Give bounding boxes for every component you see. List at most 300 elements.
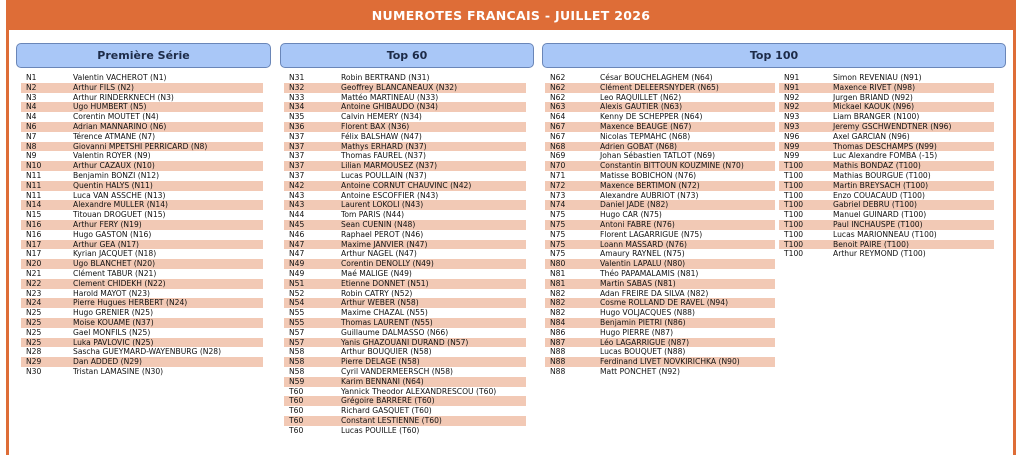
ranking-row [284,367,526,377]
ranking-row [545,259,775,269]
player-name: Laurent LOKOLI (N43) [341,200,424,210]
rank-code: N25 [26,327,42,337]
ranking-row [21,210,263,220]
rank-code: N87 [550,337,566,347]
ranking-row [545,367,775,377]
player-name: Lucas BOUQUET (N88) [600,347,686,357]
ranking-row [779,200,994,210]
rank-code: N80 [550,259,566,269]
rank-code: N23 [26,288,42,298]
rank-code: N17 [26,239,42,249]
rank-code: N93 [784,121,800,131]
ranking-row [284,279,526,289]
player-name: Richard GASQUET (T60) [341,406,432,416]
player-name: Arthur FERY (N19) [73,219,142,229]
rank-code: N91 [784,82,800,92]
ranking-row [545,308,775,318]
rank-code: N14 [26,200,42,210]
player-name: Raphael PEROT (N46) [341,229,424,239]
player-name: Arthur CAZAUX (N10) [73,161,155,171]
rank-code: T100 [784,229,804,239]
ranking-row [284,308,526,318]
player-name: Moise KOUAME (N37) [73,317,154,327]
ranking-row [779,249,994,259]
player-name: Arthur FILS (N2) [73,82,134,92]
ranking-column-top-100-left [545,73,775,377]
ranking-row [21,357,263,367]
ranking-row [21,142,263,152]
player-name: Maxence BERTIMON (N72) [600,180,700,190]
player-name: Benjamin BONZI (N12) [73,170,160,180]
rank-code: N6 [26,121,37,131]
player-name: Ugo BLANCHET (N20) [73,259,156,269]
player-name: Valentin ROYER (N9) [73,151,151,161]
rank-code: N43 [289,200,305,210]
rank-code: N99 [784,141,800,151]
ranking-row [21,171,263,181]
rank-code: T100 [784,210,804,220]
rank-code: N54 [289,298,305,308]
ranking-row [545,210,775,220]
player-name: César BOUCHELAGHEM (N64) [600,73,713,82]
panel-header-top-60: Top 60 [280,43,534,68]
player-name: Corentin DENOLLY (N49) [341,259,434,269]
ranking-row [21,93,263,103]
ranking-row [284,318,526,328]
player-name: Tristan LAMASINE (N30) [73,366,164,376]
ranking-row [284,210,526,220]
player-name: Martin BREYSACH (T100) [833,180,929,190]
ranking-row [284,249,526,259]
rank-code: N15 [26,210,42,220]
rank-code: N25 [26,308,42,318]
rank-code: N8 [26,141,37,151]
rank-code: T100 [784,161,804,171]
player-name: Arthur RINDERKNECH (N3) [73,92,174,102]
ranking-row [545,220,775,230]
rank-code: N57 [289,327,305,337]
rank-code: N37 [289,131,305,141]
player-name: Daniel JADE (N82) [600,200,669,210]
rank-code: N16 [26,219,42,229]
player-name: Valentin VACHEROT (N1) [73,73,167,82]
player-name: Thomas LAURENT (N55) [341,317,433,327]
ranking-row [545,249,775,259]
rank-code: T100 [784,249,804,259]
rank-code: N62 [550,82,566,92]
rank-code: N55 [289,308,305,318]
rank-code: N81 [550,278,566,288]
player-name: Matt PONCHET (N92) [600,366,680,376]
rank-code: N4 [26,112,37,122]
rank-code: N75 [550,210,566,220]
ranking-row [21,328,263,338]
rank-code: N7 [26,131,37,141]
rank-code: N11 [26,170,42,180]
player-name: Hugo GASTON (N16) [73,229,152,239]
ranking-row [284,171,526,181]
ranking-row [21,122,263,132]
player-name: Yannick Theodor ALEXANDRESCOU (T60) [341,386,497,396]
rank-code: N69 [550,151,566,161]
ranking-row [284,328,526,338]
rank-code: N28 [26,347,42,357]
player-name: Benoit PAIRE (T100) [833,239,909,249]
player-name: Pierre DELAGE (N58) [341,357,420,367]
ranking-row [779,132,994,142]
ranking-row [21,259,263,269]
rank-code: N67 [550,131,566,141]
player-name: Alexandre AUBRIOT (N73) [600,190,699,200]
rank-code: N36 [289,121,305,131]
ranking-row [21,318,263,328]
ranking-row [545,347,775,357]
ranking-row [284,93,526,103]
ranking-row [545,191,775,201]
player-name: Giovanni MPETSHI PERRICARD (N8) [73,141,208,151]
ranking-row [545,93,775,103]
ranking-row [779,161,994,171]
rank-code: N10 [26,161,42,171]
player-name: Lucas POULLAIN (N37) [341,170,427,180]
ranking-row [779,142,994,152]
player-name: Valentin LAPALU (N80) [600,259,686,269]
rank-code: N11 [26,190,42,200]
player-name: Axel GARCIAN (N96) [833,131,910,141]
ranking-row [284,142,526,152]
rank-code: N4 [26,102,37,112]
rank-code: N74 [550,200,566,210]
ranking-column-premiere-serie [21,73,263,377]
rank-code: T100 [784,180,804,190]
player-name: Gabriel DEBRU (T100) [833,200,917,210]
ranking-row [21,132,263,142]
rank-code: N49 [289,268,305,278]
player-name: Florent BAX (N36) [341,121,410,131]
ranking-row [21,191,263,201]
ranking-row [21,298,263,308]
player-name: Mathias BOURGUE (T100) [833,170,931,180]
ranking-row [284,240,526,250]
ranking-row [284,200,526,210]
ranking-row [21,102,263,112]
ranking-row [545,181,775,191]
player-name: Antoine GHIBAUDO (N34) [341,102,438,112]
ranking-row [21,73,263,83]
ranking-row [779,83,994,93]
rank-code: N11 [26,180,42,190]
rank-code: N58 [289,347,305,357]
ranking-row [21,279,263,289]
ranking-row [545,269,775,279]
ranking-row [284,289,526,299]
player-name: Ugo HUMBERT (N5) [73,102,147,112]
ranking-row [284,377,526,387]
rank-code: N25 [26,337,42,347]
player-name: Jurgen BRIAND (N92) [833,92,913,102]
ranking-row [545,200,775,210]
rank-code: T100 [784,170,804,180]
ranking-row [284,338,526,348]
rank-code: N91 [784,73,800,82]
ranking-row [545,102,775,112]
player-name: Maxence BEAUGE (N67) [600,121,692,131]
player-name: Hugo VOLJACQUES (N88) [600,308,695,318]
rank-code: N46 [289,229,305,239]
ranking-row [545,122,775,132]
player-name: Ferdinand LIVET NOVKIRICHKA (N90) [600,357,740,367]
ranking-row [284,387,526,397]
player-name: Benjamin PIETRI (N86) [600,317,686,327]
rank-code: N81 [550,268,566,278]
player-name: Leo RAQUILLET (N62) [600,92,682,102]
player-name: Amaury RAYNEL (N75) [600,249,685,259]
rank-code: N67 [550,121,566,131]
rank-code: N32 [289,82,305,92]
player-name: Arthur GEA (N17) [73,239,140,249]
rank-code: N82 [550,298,566,308]
rank-code: N72 [550,180,566,190]
ranking-row [545,279,775,289]
rank-code: T60 [289,396,304,406]
player-name: Alexandre MULLER (N14) [73,200,168,210]
player-name: Cyril VANDERMEERSCH (N58) [341,366,453,376]
ranking-row [21,83,263,93]
player-name: Tom PARIS (N44) [341,210,405,220]
rank-code: N35 [289,112,305,122]
ranking-row [284,357,526,367]
ranking-row [545,132,775,142]
rank-code: N34 [289,102,305,112]
player-name: Thomas FAUREL (N37) [341,151,426,161]
ranking-row [21,220,263,230]
ranking-row [284,426,526,436]
ranking-column-top-100-right [779,73,994,259]
page-title: NUMEROTES FRANCAIS - JUILLET 2026 [6,0,1016,30]
player-name: Adrien GOBAT (N68) [600,141,678,151]
player-name: Alexis GAUTIER (N63) [600,102,683,112]
player-name: Adan FREIRE DA SILVA (N82) [600,288,709,298]
ranking-row [284,181,526,191]
rank-code: N31 [289,73,305,82]
rank-code: N22 [26,278,42,288]
player-name: Clément TABUR (N21) [73,268,157,278]
ranking-row [21,249,263,259]
player-name: Paul INCHAUSPE (T100) [833,219,923,229]
player-name: Antoine CORNUT CHAUVINC (N42) [341,180,472,190]
ranking-row [21,112,263,122]
rank-code: T100 [784,219,804,229]
ranking-row [284,191,526,201]
player-name: Simon REVENIAU (N91) [833,73,922,82]
ranking-row [21,289,263,299]
ranking-row [545,161,775,171]
ranking-row [779,73,994,83]
ranking-row [284,112,526,122]
rank-code: N47 [289,239,305,249]
player-name: Liam BRANGER (N100) [833,112,920,122]
player-name: Martin SABAS (N81) [600,278,676,288]
player-name: Arthur WEBER (N58) [341,298,419,308]
player-name: Loann MASSARD (N76) [600,239,687,249]
player-name: Titouan DROGUET (N15) [73,210,166,220]
ranking-row [284,220,526,230]
rank-code: N84 [550,317,566,327]
ranking-row [21,338,263,348]
player-name: Yanis GHAZOUANI DURAND (N57) [341,337,469,347]
player-name: Florent LAGARRIGUE (N75) [600,229,703,239]
rank-code: N75 [550,219,566,229]
player-name: Gael MONFILS (N25) [73,327,151,337]
panel-header-premiere-serie: Première Série [16,43,271,68]
player-name: Luc Alexandre FOMBA (-15) [833,151,938,161]
ranking-row [779,112,994,122]
rank-code: N20 [26,259,42,269]
player-name: Mathis BONDAZ (T100) [833,161,921,171]
player-name: Clement CHIDEKH (N22) [73,278,166,288]
ranking-row [779,210,994,220]
player-name: Quentin HALYS (N11) [73,180,153,190]
ranking-row [779,240,994,250]
player-name: Geoffrey BLANCANEAUX (N32) [341,82,458,92]
player-name: Maxence RIVET (N98) [833,82,916,92]
ranking-row [545,112,775,122]
player-name: Sean CUENIN (N48) [341,219,416,229]
rank-code: N25 [26,317,42,327]
player-name: Kyrian JACQUET (N18) [73,249,157,259]
rank-code: N82 [550,308,566,318]
player-name: Luca VAN ASSCHE (N13) [73,190,166,200]
rank-code: T100 [784,190,804,200]
player-name: Félix BALSHAW (N47) [341,131,422,141]
player-name: Robin CATRY (N52) [341,288,413,298]
rank-code: N29 [26,357,42,367]
player-name: Guillaume DALMASSO (N66) [341,327,449,337]
ranking-row [545,171,775,181]
ranking-row [21,151,263,161]
rank-code: N99 [784,151,800,161]
ranking-row [545,73,775,83]
ranking-row [545,338,775,348]
ranking-row [779,191,994,201]
rank-code: N57 [289,337,305,347]
ranking-row [284,396,526,406]
player-name: Grégoire BARRERE (T60) [341,396,435,406]
ranking-row [21,367,263,377]
ranking-row [545,240,775,250]
ranking-row [21,269,263,279]
ranking-row [284,347,526,357]
rank-code: N62 [550,92,566,102]
rank-code: N59 [289,376,305,386]
ranking-row [545,230,775,240]
player-name: Manuel GUINARD (T100) [833,210,927,220]
rank-code: N37 [289,151,305,161]
rank-code: N3 [26,92,37,102]
rank-code: N49 [289,259,305,269]
ranking-row [545,298,775,308]
ranking-row [779,220,994,230]
ranking-row [779,93,994,103]
player-name: Nicolas TEPMAHC (N68) [600,131,691,141]
rank-code: N9 [26,151,37,161]
player-name: Hugo GRENIER (N25) [73,308,154,318]
ranking-row [284,269,526,279]
rank-code: N88 [550,357,566,367]
rank-code: T60 [289,415,304,425]
player-name: Hugo CAR (N75) [600,210,662,220]
rank-code: N37 [289,161,305,171]
player-name: Adrian MANNARINO (N6) [73,121,167,131]
ranking-row [545,142,775,152]
player-name: Maxime JANVIER (N47) [341,239,428,249]
ranking-row [779,151,994,161]
rank-code: N73 [550,190,566,200]
rank-code: N88 [550,347,566,357]
player-name: Arthur BOUQUIER (N58) [341,347,432,357]
rank-code: N42 [289,180,305,190]
rank-code: N43 [289,190,305,200]
rank-code: N17 [26,249,42,259]
ranking-row [779,102,994,112]
ranking-row [545,318,775,328]
ranking-row [284,151,526,161]
ranking-row [284,122,526,132]
rank-code: N62 [550,73,566,82]
rank-code: N75 [550,239,566,249]
ranking-row [284,406,526,416]
player-name: Mickael KAOUK (N96) [833,102,915,112]
rank-code: N16 [26,229,42,239]
rank-code: N30 [26,366,42,376]
player-name: Hugo PIERRE (N87) [600,327,674,337]
player-name: Sascha GUEYMARD-WAYENBURG (N28) [73,347,222,357]
player-name: Clément DELEERSNYDER (N65) [600,82,719,92]
rank-code: N58 [289,357,305,367]
ranking-row [284,73,526,83]
ranking-row [545,151,775,161]
rank-code: N52 [289,288,305,298]
player-name: Mattéo MARTINEAU (N33) [341,92,439,102]
rank-code: N37 [289,141,305,151]
rank-code: N88 [550,366,566,376]
player-name: Johan Sébastien TATLOT (N69) [600,151,716,161]
player-name: Enzo COUACAUD (T100) [833,190,925,200]
player-name: Luka PAVLOVIC (N25) [73,337,154,347]
ranking-row [284,83,526,93]
player-name: Lucas POUILLE (T60) [341,425,420,435]
ranking-column-top-60 [284,73,526,435]
ranking-row [21,181,263,191]
rank-code: N96 [784,131,800,141]
ranking-row [21,230,263,240]
player-name: Térence ATMANE (N7) [73,131,156,141]
rank-code: N33 [289,92,305,102]
rank-code: N64 [550,112,566,122]
rank-code: N45 [289,219,305,229]
rank-code: N51 [289,278,305,288]
ranking-row [545,83,775,93]
rank-code: N70 [550,161,566,171]
rank-code: N86 [550,327,566,337]
player-name: Jeremy GSCHWENDTNER (N96) [833,121,952,131]
ranking-row [284,230,526,240]
ranking-row [545,289,775,299]
player-name: Constant LESTIENNE (T60) [341,415,442,425]
player-name: Thomas DESCHAMPS (N99) [833,141,937,151]
ranking-row [284,298,526,308]
ranking-row [284,102,526,112]
